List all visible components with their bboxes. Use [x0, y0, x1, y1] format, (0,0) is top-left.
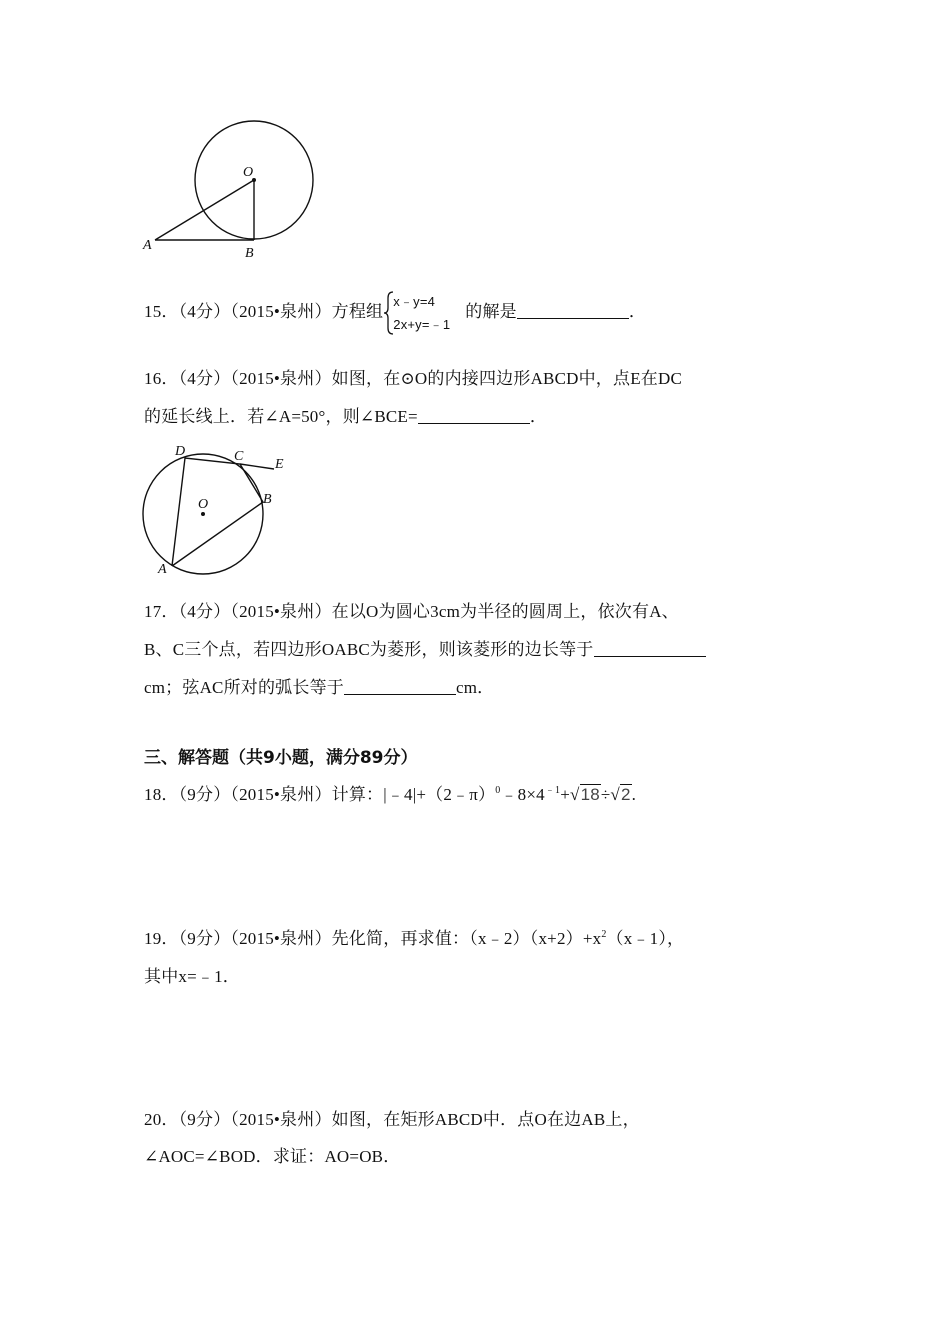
- radicand-18: 18: [580, 785, 600, 804]
- question-20-line1: 20．（9分）（2015•泉州）如图，在矩形ABCD中．点O在边AB上，: [144, 1110, 640, 1129]
- q18-plus: +: [560, 785, 571, 804]
- q17-end: cm．: [455, 678, 495, 697]
- sqrt-2: √2: [610, 785, 631, 804]
- question-19-line2: 其中x=﹣1．: [144, 967, 240, 986]
- section-title: 三、解答题（共9小题，满分89分）: [144, 748, 418, 768]
- equation-2: 2x+y=﹣1: [393, 317, 451, 332]
- label-o: O: [243, 165, 254, 180]
- question-17-line1: 17．（4分）（2015•泉州）在以O为圆心3cm为半径的圆周上，依次有A、: [144, 602, 679, 621]
- segment-ao: [155, 180, 254, 240]
- equation-1: x﹣y=4: [393, 294, 436, 309]
- answer-blank-17a[interactable]: [594, 640, 706, 657]
- question-18: [144, 780, 636, 805]
- label-o: O: [198, 497, 209, 512]
- label-e: E: [275, 457, 284, 472]
- label-a: A: [158, 562, 167, 577]
- figure-circle-tangent: [140, 118, 325, 268]
- q15-prefix: 15．（4分）（2015•泉州）方程组: [144, 301, 384, 321]
- extension-ce: [240, 464, 274, 469]
- figure-inscribed-quadrilateral: [138, 442, 298, 580]
- equation-system: [383, 290, 465, 336]
- q19-line1-text: 19．（9分）（2015•泉州）先化简，再求值：（x﹣2）（x+2）+x: [144, 929, 602, 948]
- question-16-line2: [144, 402, 547, 427]
- radicand-2: 2: [620, 785, 631, 804]
- center-dot: [201, 512, 205, 516]
- q18-mid: ﹣8×4: [500, 785, 545, 804]
- question-16-line1: 16．（4分）（2015•泉州）如图，在⊙O的内接四边形ABCD中，点E在DC: [144, 369, 683, 388]
- q17-line2-text: B、C三个点，若四边形OABC为菱形，则该菱形的边长等于: [144, 640, 594, 659]
- label-d: D: [175, 444, 186, 459]
- q18-end: .: [631, 785, 637, 804]
- label-a: A: [143, 238, 152, 253]
- label-b: B: [245, 246, 254, 261]
- q18-exponent-0: 0: [495, 785, 501, 796]
- q19-exponent: 2: [601, 929, 607, 940]
- q15-suffix: 的解是: [465, 301, 517, 321]
- q16-end: ．: [529, 407, 548, 426]
- answer-blank-17b[interactable]: [344, 678, 456, 695]
- quadrilateral-abcd: [172, 458, 263, 566]
- q17-line3-text: cm；弦AC所对的弧长等于: [144, 678, 344, 697]
- question-20-line2: ∠AOC=∠BOD．求证：AO=OB．: [144, 1147, 401, 1166]
- q19-line1-suffix: （x﹣1），: [606, 929, 685, 948]
- label-c: C: [234, 449, 244, 464]
- question-19-line1: [144, 924, 684, 949]
- answer-blank-15[interactable]: [517, 302, 629, 319]
- answer-blank-16[interactable]: [418, 407, 530, 424]
- q18-exponent-neg1: ﹣1: [544, 785, 561, 796]
- q15-end: ．: [628, 301, 647, 321]
- q16-line2-text: 的延长线上．若∠A=50°，则∠BCE=: [144, 407, 418, 426]
- sqrt-18: √18: [570, 785, 600, 804]
- question-15: [144, 290, 646, 336]
- question-17-line2: [144, 635, 706, 660]
- question-17-line3: [144, 673, 494, 698]
- q18-div: ÷: [600, 785, 611, 804]
- label-b: B: [263, 492, 272, 507]
- q18-prefix: 18．（9分）（2015•泉州）计算：|﹣4|+（2﹣π）: [144, 785, 496, 804]
